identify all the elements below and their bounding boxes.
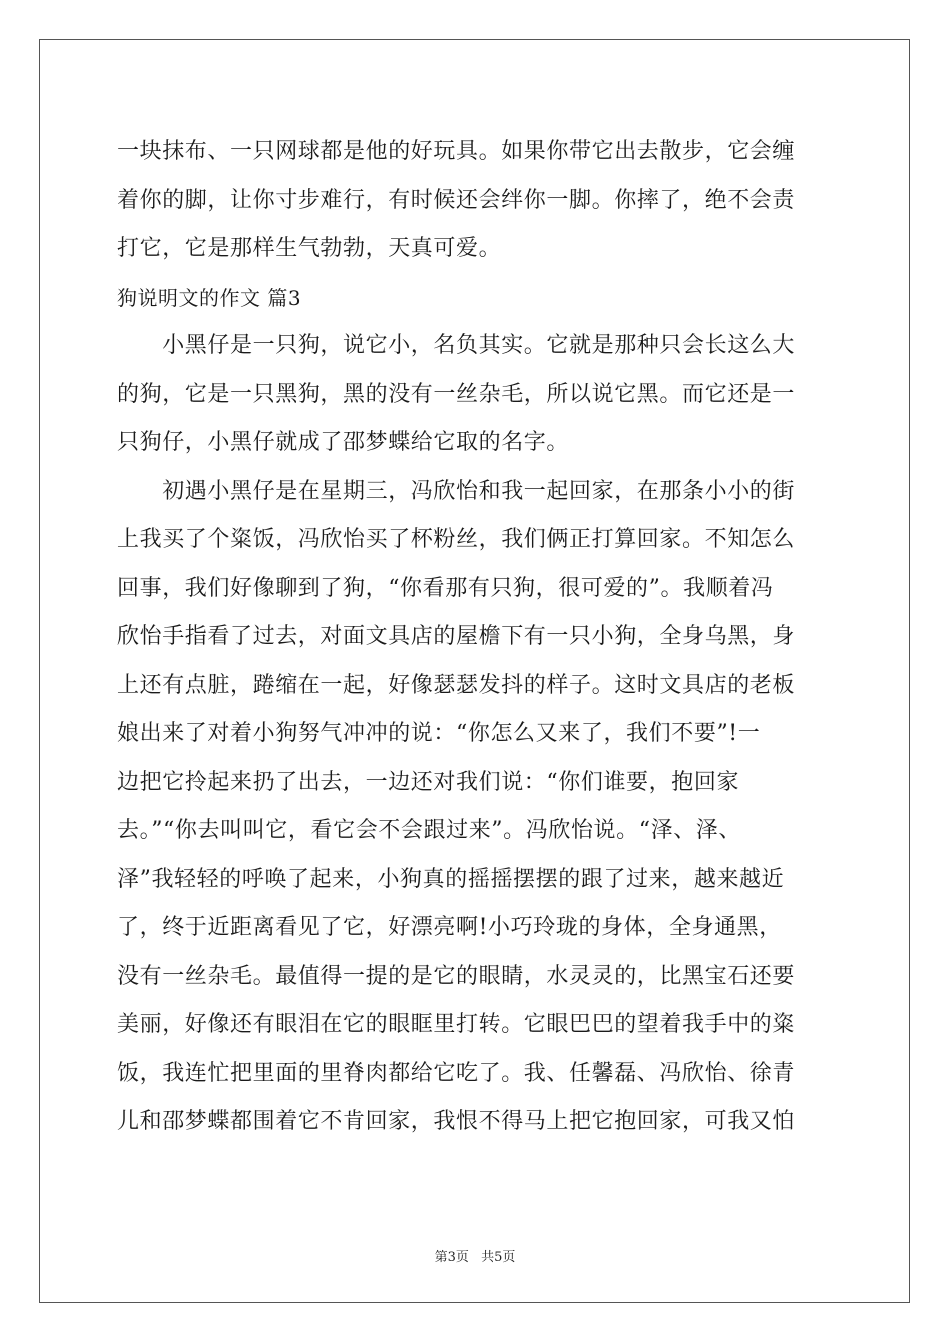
text-line: 娘出来了对着小狗努气冲冲的说：“你怎么又来了，我们不要”!一	[117, 721, 761, 746]
text-line: 初遇小黑仔是在星期三，冯欣怡和我一起回家，在那条小小的街	[117, 478, 796, 504]
text-line: 饭，我连忙把里面的里脊肉都给它吃了。我、任馨磊、冯欣怡、徐青	[117, 1060, 796, 1086]
text-line: 的狗，它是一只黑狗，黑的没有一丝杂毛，所以说它黑。而它还是一	[117, 381, 796, 407]
text-line: 一块抹布、一只网球都是他的好玩具。如果你带它出去散步，它会缠	[117, 139, 796, 164]
text-line: 着你的脚，让你寸步难行，有时候还会绊你一脚。你摔了，绝不会责	[117, 187, 796, 213]
section-heading: 狗说明文的作文 篇3	[117, 285, 302, 310]
text-line: 打它，它是那样生气勃勃，天真可爱。	[117, 236, 502, 261]
text-line: 只狗仔，小黑仔就成了邵梦蝶给它取的名字。	[117, 430, 570, 455]
page-number-total: 共5页	[481, 1250, 516, 1265]
text-line: 小黑仔是一只狗，说它小，名负其实。它就是那种只会长这么大	[117, 333, 796, 358]
text-line: 边把它拎起来扔了出去，一边还对我们说：“你们谁要，抱回家	[117, 769, 740, 795]
text-line: 回事，我们好像聊到了狗，“你看那有只狗，很可爱的”。我顺着冯	[117, 575, 774, 601]
text-line: 上还有点脏，踡缩在一起，好像瑟瑟发抖的样子。这时文具店的老板	[117, 672, 796, 698]
page-number-current: 第3页	[434, 1250, 469, 1265]
text-line: 美丽，好像还有眼泪在它的眼眶里打转。它眼巴巴的望着我手中的粢	[117, 1012, 796, 1037]
text-line: 了，终于近距离看见了它，好漂亮啊!小巧玲珑的身体，全身通黑，	[117, 915, 782, 940]
text-line: 去。”“你去叫叫它，看它会不会跟过来”。冯欣怡说。“泽、泽、	[117, 818, 741, 843]
text-line: 上我买了个粢饭，冯欣怡买了杯粉丝，我们俩正打算回家。不知怎么	[117, 527, 796, 552]
page-footer	[0, 1246, 950, 1265]
text-line: 儿和邵梦蝶都围着它不肯回家，我恨不得马上把它抱回家，可我又怕	[117, 1109, 796, 1134]
document-body	[117, 128, 837, 1147]
text-line: 泽”我轻轻的呼唤了起来，小狗真的摇摇摆摆的跟了过来，越来越近	[117, 866, 785, 892]
text-line: 没有一丝杂毛。最值得一提的是它的眼睛，水灵灵的，比黑宝石还要	[117, 963, 796, 989]
text-line: 欣怡手指看了过去，对面文具店的屋檐下有一只小狗，全身乌黑，身	[117, 624, 796, 649]
